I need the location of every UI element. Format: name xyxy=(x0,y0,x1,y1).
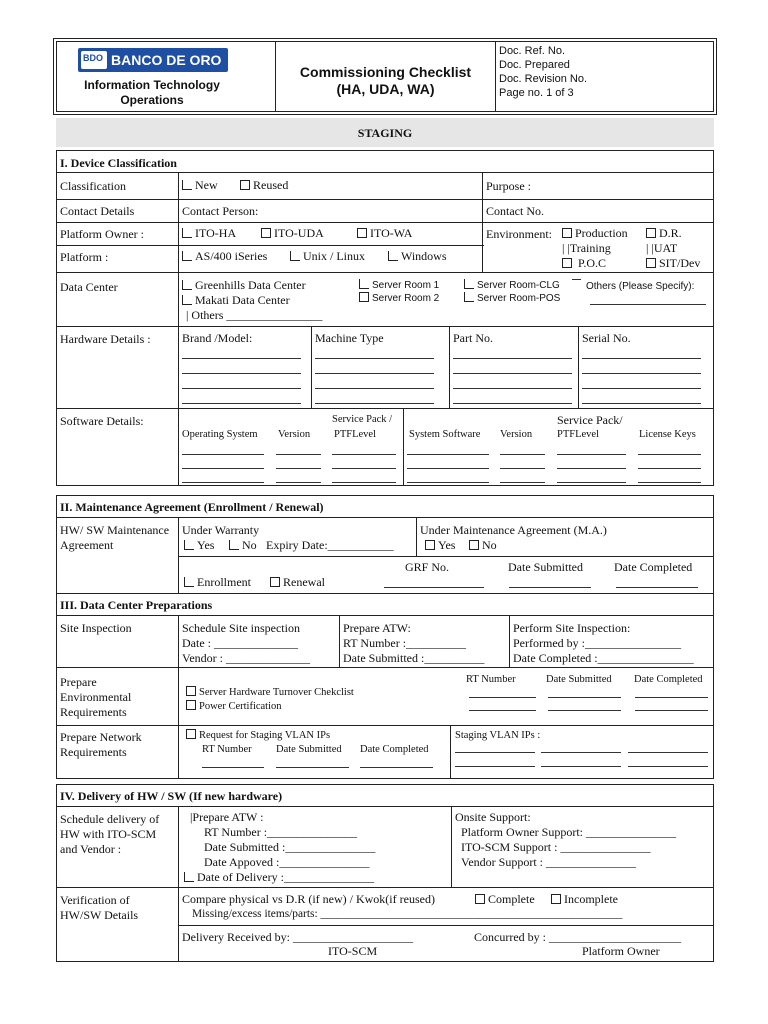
license-line-1[interactable] xyxy=(638,454,701,455)
as400-checkbox[interactable] xyxy=(182,251,192,261)
sp2-line-3[interactable] xyxy=(557,482,626,483)
env-rt-line-2[interactable] xyxy=(469,710,536,711)
version-2-header: Version xyxy=(500,429,533,440)
request-vlan-option[interactable]: Request for Staging VLAN IPs xyxy=(186,729,330,743)
net-req-label-2: Requirements xyxy=(60,745,127,759)
doc-ref: Doc. Ref. No. xyxy=(499,45,566,57)
platform-label: Platform : xyxy=(60,250,109,264)
request-vlan-checkbox[interactable] xyxy=(186,729,196,739)
inspection-vendor-field[interactable]: Vendor : ______________ xyxy=(182,651,310,665)
doc-meta xyxy=(499,44,587,100)
net-ds-line[interactable] xyxy=(276,767,349,768)
onsite-support-label: Onsite Support: xyxy=(455,810,531,824)
machine-type-header: Machine Type xyxy=(315,331,384,345)
sp1-line-1[interactable] xyxy=(332,454,396,455)
syssw-line-2[interactable] xyxy=(407,468,489,469)
platform-owner-label: Platform Owner : xyxy=(60,227,144,241)
net-req-label-1: Prepare Network xyxy=(60,730,142,744)
warranty-yes[interactable]: Yes xyxy=(184,538,214,552)
under-ma-label: Under Maintenance Agreement (M.A.) xyxy=(420,523,607,537)
windows-option[interactable]: Windows xyxy=(388,249,447,263)
ver1-line-1[interactable] xyxy=(276,454,321,455)
env-date-submitted-header: Date Submitted xyxy=(546,674,612,685)
machine-line-2[interactable] xyxy=(315,373,434,374)
ito-wa-option[interactable]: ITO-WA xyxy=(357,226,412,240)
syssw-line-1[interactable] xyxy=(407,454,489,455)
system-software-header: System Software xyxy=(409,429,481,440)
makati-checkbox[interactable] xyxy=(182,295,192,305)
serial-line-4[interactable] xyxy=(582,403,701,404)
power-cert-option[interactable]: Power Certification xyxy=(186,700,282,714)
ma-yes-checkbox[interactable] xyxy=(425,540,435,550)
doc-title xyxy=(276,64,495,98)
ver2-line-3[interactable] xyxy=(500,482,545,483)
atw-date-submitted-field[interactable]: Date Submitted :__________ xyxy=(343,651,485,665)
machine-line-4[interactable] xyxy=(315,403,434,404)
serial-line-1[interactable] xyxy=(582,358,701,359)
section-1-frame xyxy=(56,150,714,486)
purpose-label: Purpose : xyxy=(486,179,531,193)
concurred-by-field[interactable]: Concurred by : ______________________ xyxy=(474,930,681,944)
doc-title-line2: (HA, UDA, WA) xyxy=(336,81,435,97)
brand-line-1[interactable] xyxy=(182,358,301,359)
net-rt-line[interactable] xyxy=(202,767,264,768)
env-production[interactable]: Production xyxy=(562,226,628,240)
serial-line-3[interactable] xyxy=(582,388,701,389)
env-req-label-1: Prepare xyxy=(60,675,97,689)
contact-person-label: Contact Person: xyxy=(182,204,259,218)
net-date-completed-header: Date Completed xyxy=(360,744,429,755)
machine-line-1[interactable] xyxy=(315,358,434,359)
bdo-logo-mark: BDO xyxy=(81,51,107,69)
reused-checkbox[interactable] xyxy=(240,180,250,190)
training-checkbox[interactable]: | | xyxy=(562,241,570,255)
vlan-line-6[interactable] xyxy=(628,766,708,767)
machine-line-3[interactable] xyxy=(315,388,434,389)
compare-label: Compare physical vs D.R (if new) / Kwok(if reused) xyxy=(182,892,435,906)
env-dc-line-2[interactable] xyxy=(635,710,708,711)
part-line-1[interactable] xyxy=(453,358,572,359)
vlan-line-2[interactable] xyxy=(541,752,621,753)
page-no: Page no. 1 of 3 xyxy=(499,87,574,99)
schedule-delivery-label-2: HW with ITO-SCM xyxy=(60,827,157,841)
unix-checkbox[interactable] xyxy=(290,251,300,261)
header-divider-2 xyxy=(495,41,496,112)
hwsw-label-2: Agreement xyxy=(60,538,114,552)
expiry-date-field[interactable]: Expiry Date:___________ xyxy=(266,538,394,552)
env-poc[interactable]: P.O.C xyxy=(562,256,606,270)
part-line-3[interactable] xyxy=(453,388,572,389)
ma-no[interactable]: No xyxy=(469,538,497,552)
ma-yes[interactable]: Yes xyxy=(425,538,455,552)
inspection-date-completed-field[interactable]: Date Completed :________________ xyxy=(513,651,694,665)
vlan-line-3[interactable] xyxy=(628,752,708,753)
ma-date-completed-header: Date Completed xyxy=(614,560,693,574)
grf-no-header: GRF No. xyxy=(405,560,450,574)
net-rt-number-header: RT Number xyxy=(202,744,252,755)
env-rt-number-header: RT Number xyxy=(466,674,516,685)
env-ds-line-2[interactable] xyxy=(548,710,621,711)
env-ds-line-1[interactable] xyxy=(548,697,621,698)
scm-support-field[interactable]: ITO-SCM Support : _______________ xyxy=(461,840,651,854)
serial-no-header: Serial No. xyxy=(582,331,631,345)
service-pack-2: Service Pack/ xyxy=(557,413,623,427)
env-dr[interactable]: D.R. xyxy=(646,226,682,240)
env-req-label-2: Environmental xyxy=(60,690,132,704)
sp1-line-3[interactable] xyxy=(332,482,396,483)
delivery-date-approved-field[interactable]: Date Appoved :_______________ xyxy=(204,855,370,869)
environment-label: Environment: xyxy=(486,227,552,241)
doc-revision: Doc. Revision No. xyxy=(499,73,588,85)
production-checkbox[interactable] xyxy=(562,228,572,238)
classification-label: Classification xyxy=(60,179,126,193)
env-uat[interactable]: | |UAT xyxy=(646,241,678,255)
turnover-checklist-option[interactable]: Server Hardware Turnover Chekclist xyxy=(186,686,354,700)
ver1-line-3[interactable] xyxy=(276,482,321,483)
others-dc-checkbox[interactable]: | xyxy=(186,308,192,322)
as400-option[interactable]: AS/400 iSeries xyxy=(182,249,267,263)
contact-details-label: Contact Details xyxy=(60,204,135,218)
hardware-details-label: Hardware Details : xyxy=(60,332,151,346)
env-sitdev[interactable]: SIT/Dev xyxy=(646,256,700,270)
ito-ha-option[interactable]: ITO-HA xyxy=(182,226,236,240)
section-2-title: II. Maintenance Agreement (Enrollment / Renewal) xyxy=(60,500,324,514)
renewal-checkbox[interactable] xyxy=(270,577,280,587)
room-pos-checkbox[interactable] xyxy=(464,292,474,302)
warranty-yes-checkbox[interactable] xyxy=(184,540,194,550)
bank-name: BANCO DE ORO xyxy=(111,52,222,68)
vendor-support-field[interactable]: Vendor Support : _______________ xyxy=(461,855,636,869)
part-no-header: Part No. xyxy=(453,331,493,345)
ito-ha-checkbox[interactable] xyxy=(182,228,192,238)
turnover-checkbox[interactable] xyxy=(186,686,196,696)
license-line-3[interactable] xyxy=(638,482,701,483)
performed-by-field[interactable]: Performed by :________________ xyxy=(513,636,681,650)
syssw-line-3[interactable] xyxy=(407,482,489,483)
vlan-line-1[interactable] xyxy=(455,752,535,753)
incomplete-option[interactable]: Incomplete xyxy=(551,892,618,906)
verification-label-1: Verification of xyxy=(60,893,130,907)
license-line-2[interactable] xyxy=(638,468,701,469)
software-details-label: Software Details: xyxy=(60,414,144,428)
vlan-line-4[interactable] xyxy=(455,766,535,767)
hwsw-label-1: HW/ SW Maintenance xyxy=(60,523,170,537)
env-training[interactable]: | |Training xyxy=(562,241,611,255)
brand-line-3[interactable] xyxy=(182,388,301,389)
serial-line-2[interactable] xyxy=(582,373,701,374)
os-line-1[interactable] xyxy=(182,454,264,455)
missing-items-field[interactable]: Missing/excess items/parts: _____________________________________________________ xyxy=(192,908,623,920)
ver1-line-2[interactable] xyxy=(276,468,321,469)
room-clg-checkbox[interactable] xyxy=(464,279,474,289)
operating-system-header: Operating System xyxy=(182,429,258,440)
ito-uda-option[interactable]: ITO-UDA xyxy=(261,226,324,240)
prepare-atw-label: Prepare ATW: xyxy=(343,621,411,635)
brand-line-4[interactable] xyxy=(182,403,301,404)
bdo-logo xyxy=(78,48,228,72)
others-specify-line[interactable] xyxy=(590,304,706,305)
env-rt-line-1[interactable] xyxy=(469,697,536,698)
classification-reused[interactable]: Reused xyxy=(240,178,288,192)
schedule-delivery-label-1: Schedule delivery of xyxy=(60,812,160,826)
version-1-header: Version xyxy=(278,429,311,440)
ito-scm-caption: ITO-SCM xyxy=(328,944,378,958)
schedule-site-inspection: Schedule Site inspection xyxy=(182,621,300,635)
brand-line-2[interactable] xyxy=(182,373,301,374)
warranty-no[interactable]: No xyxy=(229,538,257,552)
date-of-delivery-checkbox[interactable] xyxy=(184,872,194,882)
schedule-delivery-label-3: and Vendor : xyxy=(60,842,122,856)
verification-label-2: HW/SW Details xyxy=(60,908,139,922)
net-dc-line[interactable] xyxy=(360,767,433,768)
enrollment-checkbox[interactable] xyxy=(184,577,194,587)
delivery-prepare-atw[interactable]: |Prepare ATW : xyxy=(190,810,264,824)
ma-date-completed-line[interactable] xyxy=(616,587,698,588)
enrollment-option[interactable]: Enrollment xyxy=(184,575,251,589)
env-dc-line-1[interactable] xyxy=(635,697,708,698)
ver2-line-1[interactable] xyxy=(500,454,545,455)
power-cert-checkbox[interactable] xyxy=(186,700,196,710)
warranty-no-checkbox[interactable] xyxy=(229,540,239,550)
service-pack-1: Service Pack / xyxy=(332,414,393,425)
poc-checkbox[interactable] xyxy=(562,258,572,268)
ito-uda-checkbox[interactable] xyxy=(261,228,271,238)
delivery-received-field[interactable]: Delivery Received by: ____________________ xyxy=(182,930,413,944)
license-keys-header: License Keys xyxy=(639,429,696,440)
dr-checkbox[interactable] xyxy=(646,228,656,238)
sp1-line-2[interactable] xyxy=(332,468,396,469)
others-specify-label: Others (Please Specify): xyxy=(586,281,695,292)
complete-checkbox[interactable] xyxy=(475,894,485,904)
env-date-completed-header: Date Completed xyxy=(634,674,703,685)
part-line-2[interactable] xyxy=(453,373,572,374)
platform-owner-caption: Platform Owner xyxy=(582,944,660,958)
classification-new[interactable]: New xyxy=(182,178,218,192)
os-line-3[interactable] xyxy=(182,482,264,483)
room1-checkbox[interactable] xyxy=(359,279,369,289)
delivery-atw-checkbox[interactable]: | xyxy=(190,810,193,824)
ptf-level-2: PTFLevel xyxy=(557,429,599,440)
unix-option[interactable]: Unix / Linux xyxy=(290,249,365,263)
ma-no-checkbox[interactable] xyxy=(469,540,479,550)
ma-date-submitted-line[interactable] xyxy=(509,587,591,588)
greenhills-checkbox[interactable] xyxy=(182,280,192,290)
room2-option[interactable]: Server Room 2 xyxy=(359,292,439,306)
sp2-line-1[interactable] xyxy=(557,454,626,455)
uat-checkbox[interactable]: | | xyxy=(646,241,654,255)
atw-rt-number-field[interactable]: RT Number :__________ xyxy=(343,636,467,650)
renewal-option[interactable]: Renewal xyxy=(270,575,325,589)
room-pos-option[interactable]: Server Room-POS xyxy=(464,292,560,306)
complete-option[interactable]: Complete xyxy=(475,892,535,906)
under-warranty-label: Under Warranty xyxy=(182,523,260,537)
doc-title-line1: Commissioning Checklist xyxy=(299,64,472,80)
others-dc-option[interactable]: | Others ________________ xyxy=(186,308,323,322)
incomplete-checkbox[interactable] xyxy=(551,894,561,904)
windows-checkbox[interactable] xyxy=(388,251,398,261)
vlan-line-5[interactable] xyxy=(541,766,621,767)
room2-checkbox[interactable] xyxy=(359,292,369,302)
others-specify-checkbox[interactable] xyxy=(572,279,581,280)
net-date-submitted-header: Date Submitted xyxy=(276,744,342,755)
part-line-4[interactable] xyxy=(453,403,572,404)
greenhills-option[interactable]: Greenhills Data Center xyxy=(182,278,306,292)
ito-wa-checkbox[interactable] xyxy=(357,228,367,238)
delivery-rt-number-field[interactable]: RT Number :_______________ xyxy=(204,825,358,839)
ma-date-submitted-header: Date Submitted xyxy=(508,560,583,574)
grf-no-line[interactable] xyxy=(384,587,484,588)
site-inspection-label: Site Inspection xyxy=(60,621,132,635)
doc-prepared: Doc. Prepared xyxy=(499,59,570,71)
sitdev-checkbox[interactable] xyxy=(646,258,656,268)
contact-no-label: Contact No. xyxy=(486,204,544,218)
staging-vlan-label: Staging VLAN IPs : xyxy=(455,730,541,741)
delivery-date-submitted-field[interactable]: Date Submitted :_______________ xyxy=(204,840,376,854)
inspection-date-field[interactable]: Date : ______________ xyxy=(182,636,298,650)
section-4-title: IV. Delivery of HW / SW (If new hardware) xyxy=(60,789,283,803)
department: Information Technology Operations xyxy=(84,78,220,107)
os-line-2[interactable] xyxy=(182,468,264,469)
date-of-delivery-option[interactable]: Date of Delivery :_______________ xyxy=(184,870,374,884)
data-center-label: Data Center xyxy=(60,280,118,294)
brand-model-header: Brand /Model: xyxy=(182,331,253,345)
ptf-level-1: PTFLevel xyxy=(334,429,376,440)
room-clg-option[interactable]: Server Room-CLG xyxy=(464,279,560,293)
room1-option[interactable]: Server Room 1 xyxy=(359,279,439,293)
ver2-line-2[interactable] xyxy=(500,468,545,469)
makati-option[interactable]: Makati Data Center xyxy=(182,293,290,307)
staging-title: STAGING xyxy=(357,126,413,140)
new-checkbox[interactable] xyxy=(182,180,192,190)
env-req-label-3: Requirements xyxy=(60,705,127,719)
sp2-line-2[interactable] xyxy=(557,468,626,469)
section-3-title: III. Data Center Preparations xyxy=(60,598,213,612)
section-1-title: I. Device Classification xyxy=(60,156,177,170)
po-support-field[interactable]: Platform Owner Support: _______________ xyxy=(461,825,676,839)
perform-inspection-label: Perform Site Inspection: xyxy=(513,621,631,635)
